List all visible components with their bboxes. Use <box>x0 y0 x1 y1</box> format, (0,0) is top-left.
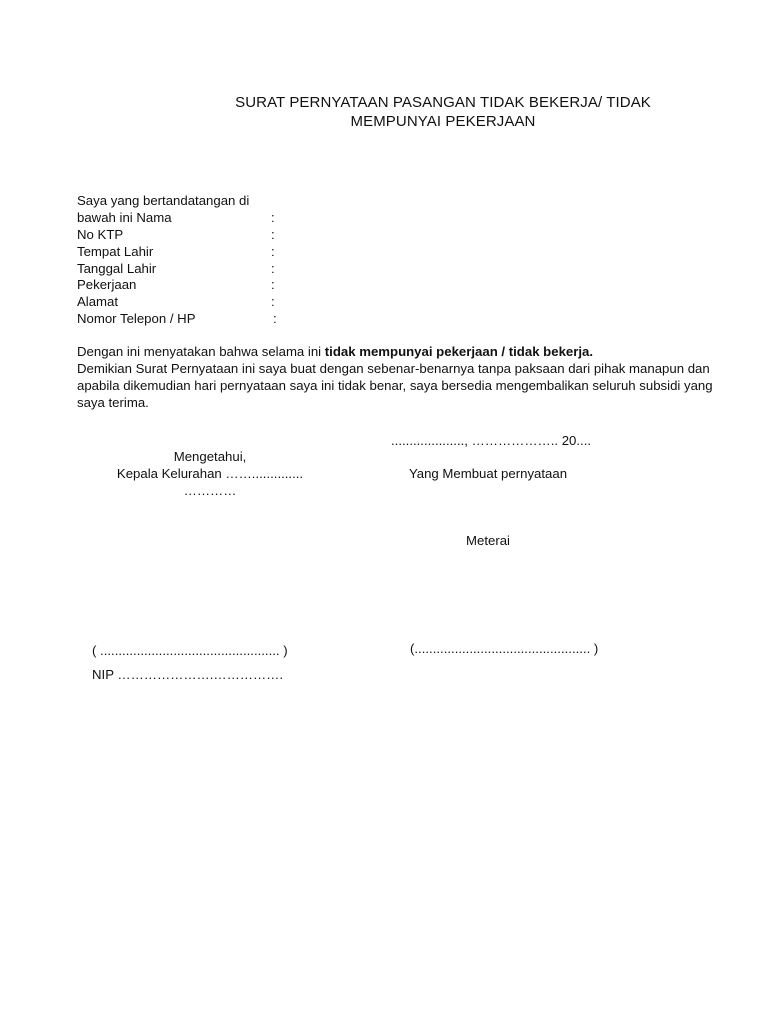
statement-line2: Demikian Surat Pernyataan ini saya buat dengan sebenar-benarnya tanpa paksaan dari pihak manapun dan <box>77 361 710 376</box>
meterai-label: Meterai <box>466 533 510 548</box>
statement-line4: saya terima. <box>77 395 149 410</box>
field-label-ktp: No KTP <box>77 227 124 242</box>
field-label-tempat-lahir: Tempat Lahir <box>77 244 154 259</box>
left-signature-line: ( ................................................. ) <box>92 643 288 658</box>
statement-line1-bold: tidak mempunyai pekerjaan / tidak bekerja. <box>324 344 594 359</box>
mengetahui-label: Mengetahui, <box>173 449 247 464</box>
kelurahan-name-placeholder: ………… <box>183 483 237 498</box>
field-label-telepon: Nomor Telepon / HP <box>77 311 196 326</box>
field-label-pekerjaan: Pekerjaan <box>77 277 137 292</box>
document-title-line1: SURAT PERNYATAAN PASANGAN TIDAK BEKERJA/ TIDAK <box>235 94 651 111</box>
right-signature-line: (................................................ ) <box>410 641 599 656</box>
field-colon-tempat-lahir: : <box>271 244 275 259</box>
field-label-tanggal-lahir: Tanggal Lahir <box>77 261 157 276</box>
field-label-nama: bawah ini Nama <box>77 210 172 225</box>
pembuat-pernyataan-label: Yang Membuat pernyataan <box>408 466 568 481</box>
kepala-kelurahan-label: Kepala Kelurahan …….............. <box>116 466 304 481</box>
field-label-alamat: Alamat <box>77 294 119 309</box>
nip-line: NIP ………………….……………. <box>92 667 283 682</box>
field-colon-alamat: : <box>271 294 275 309</box>
field-colon-telepon: : <box>273 311 277 326</box>
statement-line3: apabila dikemudian hari pernyataan saya ini tidak benar, saya bersedia mengembalikan seluruh subsidi yang <box>77 378 713 393</box>
statement-line1 <box>77 343 707 360</box>
field-colon-ktp: : <box>271 227 275 242</box>
field-colon-pekerjaan: : <box>271 277 275 292</box>
statement-line1-prefix: Dengan ini menyatakan bahwa selama ini <box>77 344 325 359</box>
document-title-line2: MEMPUNYAI PEKERJAAN <box>350 113 536 130</box>
field-colon-tanggal-lahir: : <box>271 261 275 276</box>
date-line: ...................., ……………….. 20.... <box>391 433 592 448</box>
intro-text: Saya yang bertandatangan di <box>77 193 250 208</box>
field-colon-nama: : <box>271 210 275 225</box>
